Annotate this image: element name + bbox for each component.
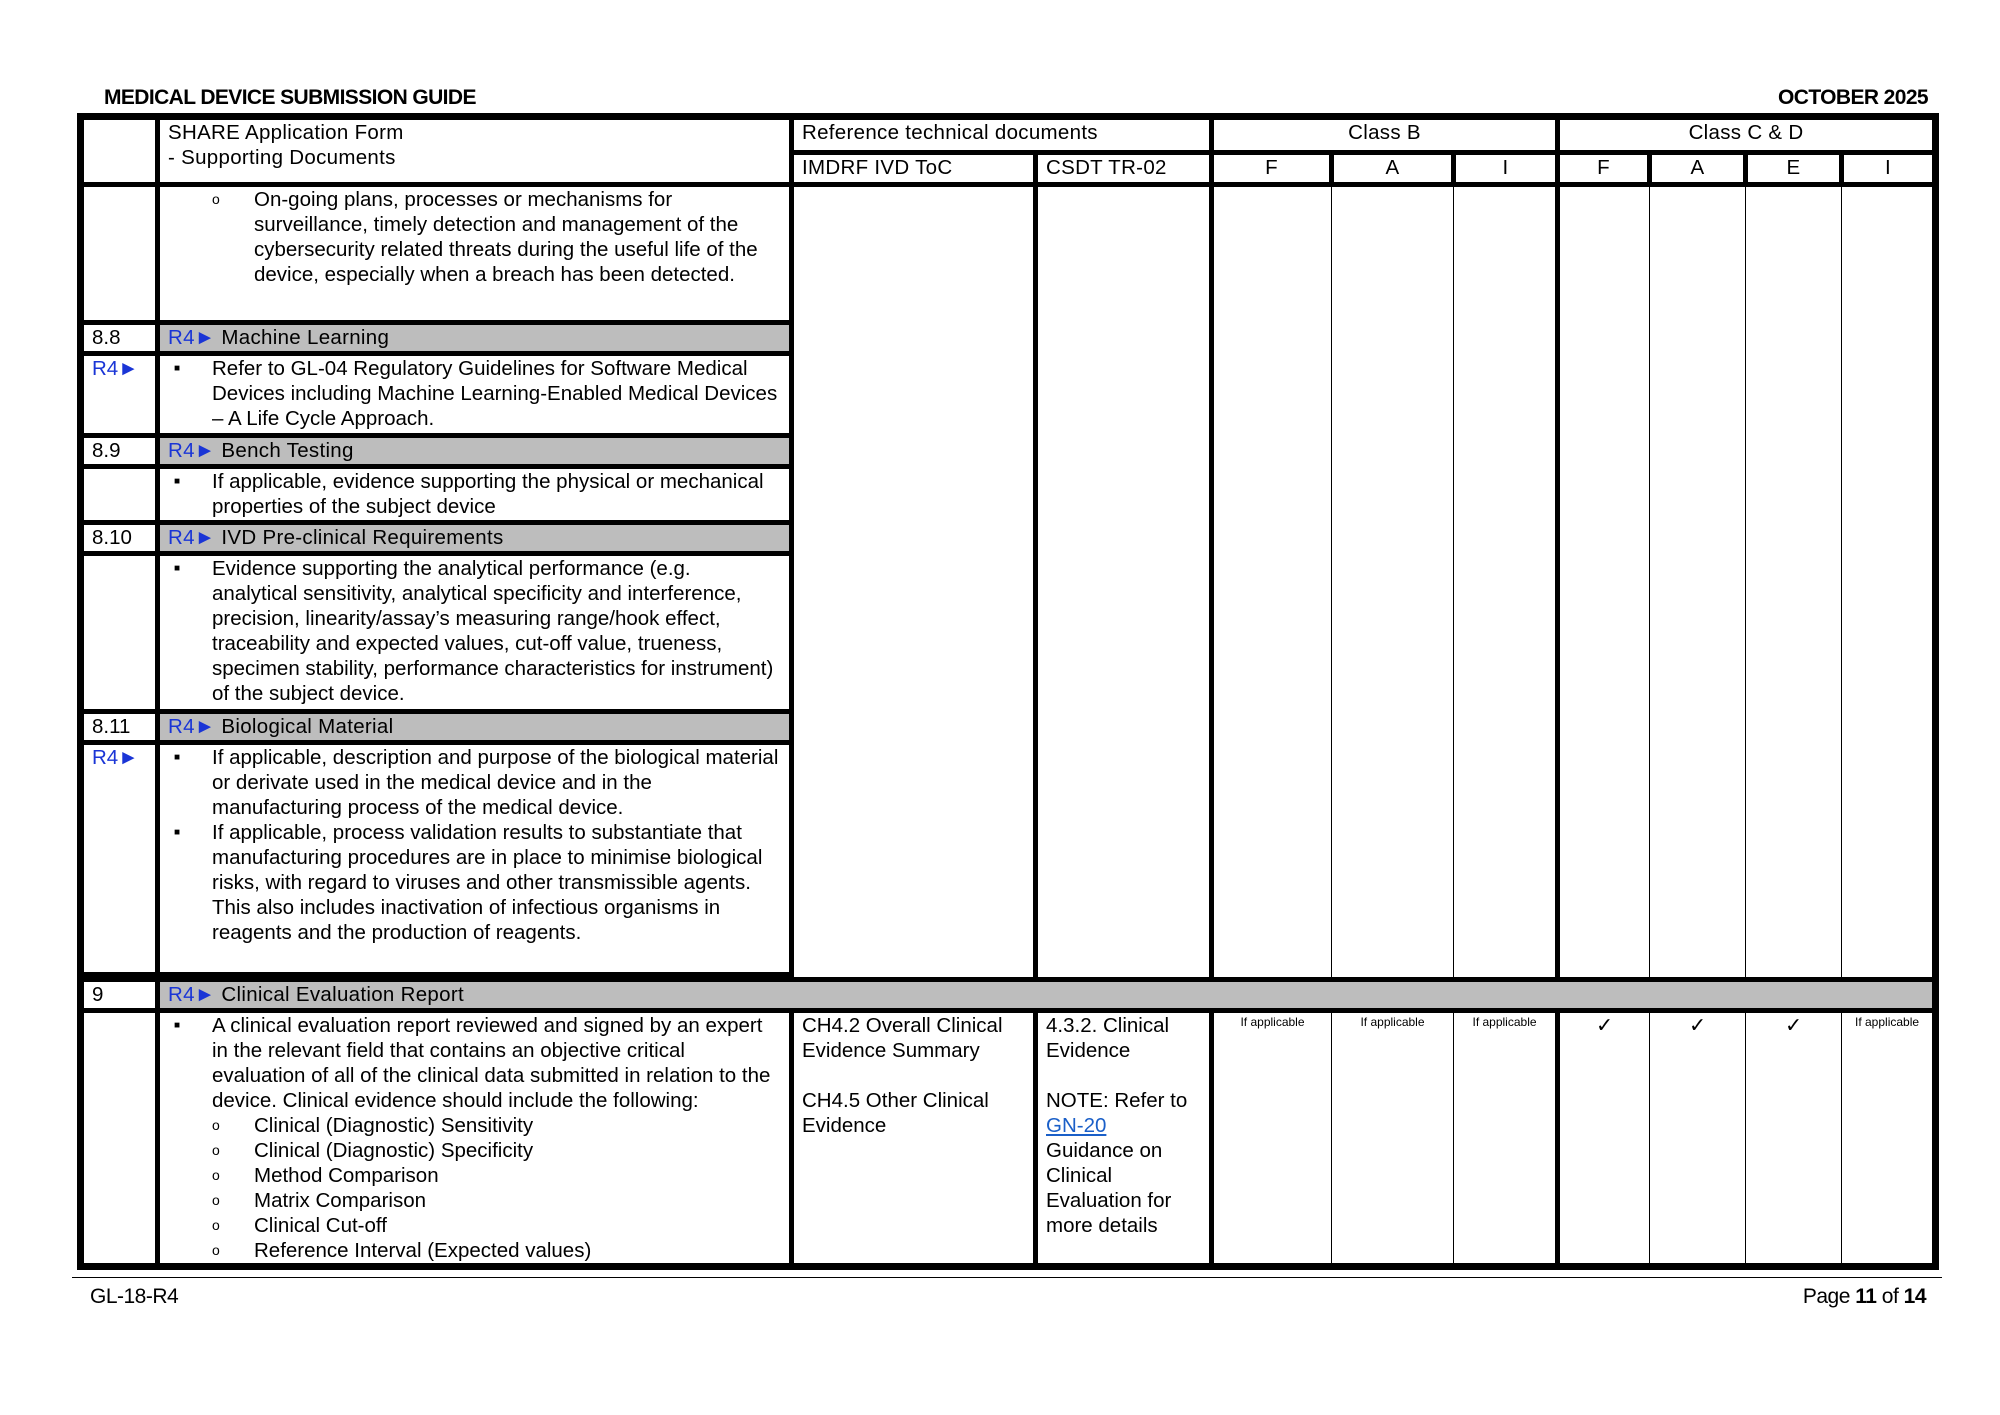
sub-item: o Clinical (Diagnostic) Specificity xyxy=(254,1138,781,1163)
class-b-f-value: If applicable xyxy=(1212,1011,1332,1267)
revision-marker: R4► xyxy=(168,326,216,349)
row-8-11-content xyxy=(158,743,792,975)
bullet-item: ■ If applicable, evidence supporting the physical or mechanical properties of the subject device xyxy=(212,469,781,519)
class-cd-i-header: I xyxy=(1842,153,1936,185)
sub-item: o Matrix Comparison xyxy=(254,1188,781,1213)
revision-marker: R4► xyxy=(81,354,158,436)
class-b-i-empty xyxy=(1454,185,1558,980)
class-cd-i-empty xyxy=(1842,185,1936,980)
gn-20-link[interactable]: GN-20 xyxy=(1046,1114,1107,1137)
bullet-item: ■ A clinical evaluation report reviewed and signed by an expert in the relevant field that contains an objective critical evaluation of all of the clinical data submitted in relation to the device. Clinical evidence should include the following: xyxy=(212,1013,781,1113)
section-title-text: Clinical Evaluation Report xyxy=(221,983,464,1006)
class-cd-header: Class C & D xyxy=(1558,117,1936,153)
section-title-8-11 xyxy=(158,712,792,743)
section-title-8-9 xyxy=(158,436,792,467)
row-9-content xyxy=(158,1011,792,1267)
class-b-a-value: If applicable xyxy=(1332,1011,1454,1267)
bullet-item: ■ If applicable, process validation results to substantiate that manufacturing procedures are in place to minimise biological risks, with regard to viruses and other transmissible agents. This also includes inactivation of infectious organisms in reagents and the production of reagents. xyxy=(212,820,781,945)
current-page: 11 xyxy=(1855,1285,1877,1308)
page-of: of xyxy=(1881,1285,1899,1308)
section-title-9 xyxy=(158,980,1936,1011)
num-cell xyxy=(81,467,158,523)
csdt-note-rest: Guidance on Clinical Evaluation for more details xyxy=(1046,1139,1172,1237)
class-cd-f-header: F xyxy=(1558,153,1650,185)
cyber-item: o On-going plans, processes or mechanisms for surveillance, timely detection and management of the cybersecurity related threats during the useful life of the device, especially when a breach has been detected. xyxy=(254,187,781,287)
class-cd-e-header: E xyxy=(1746,153,1842,185)
class-b-i-header: I xyxy=(1454,153,1558,185)
document-title: MEDICAL DEVICE SUBMISSION GUIDE xyxy=(104,86,476,109)
imdrf-empty-cell xyxy=(792,185,1036,980)
num-cell xyxy=(81,1011,158,1267)
imdrf-ref-cell xyxy=(792,1011,1036,1267)
class-cd-a-check: ✓ xyxy=(1650,1011,1746,1267)
class-b-a-header: A xyxy=(1332,153,1454,185)
document-code: GL-18-R4 xyxy=(90,1285,179,1308)
page-prefix: Page xyxy=(1802,1285,1850,1308)
csdt-note: NOTE: Refer to xyxy=(1046,1089,1188,1112)
total-pages: 14 xyxy=(1903,1285,1926,1308)
section-title-8-8 xyxy=(158,323,792,354)
csdt-ref-cell xyxy=(1036,1011,1212,1267)
section-number: 8.9 xyxy=(81,436,158,467)
revision-marker: R4► xyxy=(168,983,216,1006)
section-title-text: Biological Material xyxy=(221,715,394,738)
document-date: OCTOBER 2025 xyxy=(1778,86,1928,109)
class-b-f-header: F xyxy=(1212,153,1332,185)
class-cd-a-empty xyxy=(1650,185,1746,980)
bullet-item: ■ Refer to GL-04 Regulatory Guidelines for Software Medical Devices including Machine Learning-Enabled Medical Devices – A Life Cycle Approach. xyxy=(212,356,781,431)
class-cd-f-empty xyxy=(1558,185,1650,980)
class-b-f-empty xyxy=(1212,185,1332,980)
cyber-cell xyxy=(158,185,792,323)
form-title-cell xyxy=(158,117,792,185)
imdrf-ref-2: CH4.5 Other Clinical Evidence xyxy=(802,1089,989,1137)
section-title-text: Bench Testing xyxy=(221,439,354,462)
num-cell xyxy=(81,554,158,712)
page-header xyxy=(104,86,1928,112)
sub-item: o Clinical (Diagnostic) Sensitivity xyxy=(254,1113,781,1138)
section-title-8-10 xyxy=(158,523,792,554)
section-number: 8.8 xyxy=(81,323,158,354)
row-8-8-content xyxy=(158,354,792,436)
section-number: 8.11 xyxy=(81,712,158,743)
revision-marker: R4► xyxy=(168,526,216,549)
sub-item: o Method Comparison xyxy=(254,1163,781,1188)
section-number: 9 xyxy=(81,980,158,1011)
sub-item: o Reference Interval (Expected values) xyxy=(254,1238,781,1263)
class-cd-i-value: If applicable xyxy=(1842,1011,1936,1267)
bullet-item: ■ Evidence supporting the analytical performance (e.g. analytical sensitivity, analytical specificity and interference, precision, linearity/assay’s measuring range/hook effect, traceability and expected values, cut-off value, trueness, specimen stability, performance characteristics for instrument) of the subject device. xyxy=(212,556,781,706)
class-b-a-empty xyxy=(1332,185,1454,980)
class-cd-e-check: ✓ xyxy=(1746,1011,1842,1267)
revision-marker: R4► xyxy=(81,743,158,975)
section-title-text: Machine Learning xyxy=(221,326,390,349)
class-cd-e-empty xyxy=(1746,185,1842,980)
reference-header: Reference technical documents xyxy=(792,117,1212,153)
page-number xyxy=(1803,1285,1926,1309)
revision-marker: R4► xyxy=(168,715,216,738)
csdt-header: CSDT TR-02 xyxy=(1036,153,1212,185)
imdrf-header: IMDRF IVD ToC xyxy=(792,153,1036,185)
num-cell xyxy=(81,185,158,323)
csdt-ref-1: 4.3.2. Clinical Evidence xyxy=(1046,1014,1170,1062)
form-title-line1: SHARE Application Form xyxy=(168,121,404,144)
class-b-header: Class B xyxy=(1212,117,1558,153)
imdrf-ref-1: CH4.2 Overall Clinical Evidence Summary xyxy=(802,1014,1003,1062)
submission-table xyxy=(77,113,1939,1270)
class-b-i-value: If applicable xyxy=(1454,1011,1558,1267)
bullet-item: ■ If applicable, description and purpose of the biological material or derivate used in the medical device and in the manufacturing process of the medical device. xyxy=(212,745,781,820)
header-blank-cell xyxy=(81,117,158,185)
form-title-line2: - Supporting Documents xyxy=(168,146,396,169)
footer-divider xyxy=(72,1277,1942,1278)
revision-marker: R4► xyxy=(168,439,216,462)
class-cd-f-check: ✓ xyxy=(1558,1011,1650,1267)
csdt-empty-cell xyxy=(1036,185,1212,980)
section-title-text: IVD Pre-clinical Requirements xyxy=(221,526,504,549)
row-8-9-content xyxy=(158,467,792,523)
sub-item: o Clinical Cut-off xyxy=(254,1213,781,1238)
class-cd-a-header: A xyxy=(1650,153,1746,185)
section-number: 8.10 xyxy=(81,523,158,554)
row-8-10-content xyxy=(158,554,792,712)
